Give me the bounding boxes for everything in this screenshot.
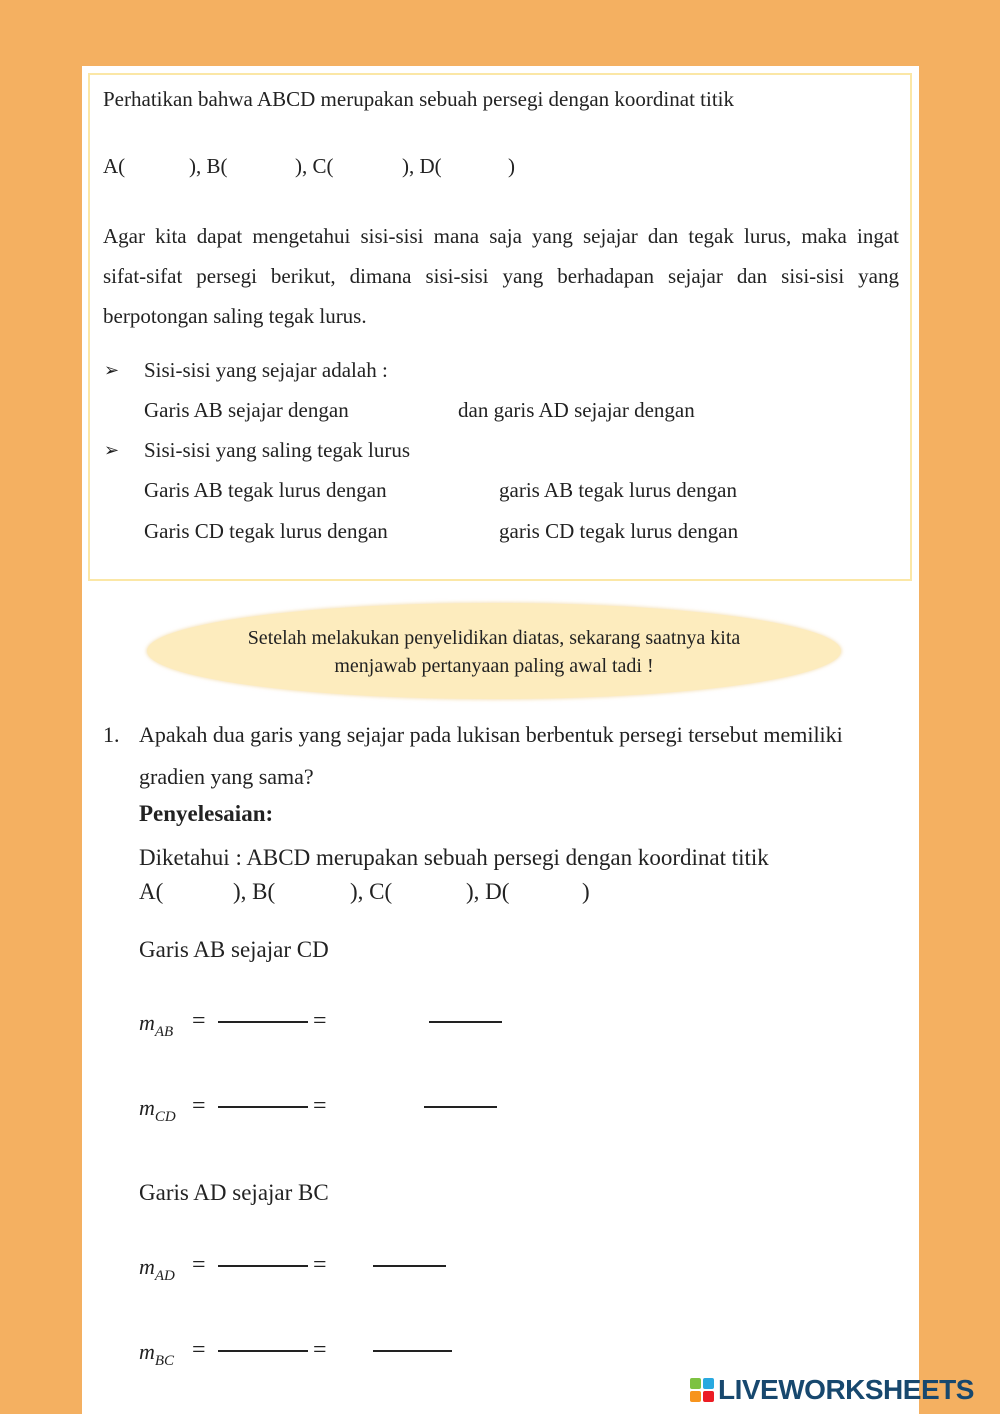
fraction-bar	[218, 1106, 308, 1108]
pair2-title: Garis AD sejajar BC	[139, 1180, 329, 1205]
perpendicular-row2-left: Garis CD tegak lurus dengan	[144, 519, 388, 543]
answer-line	[373, 1265, 446, 1267]
callout-line: menjawab pertanyaan paling awal tadi !	[334, 655, 654, 677]
equals-sign: =	[313, 1093, 327, 1119]
perpendicular-row2-right: garis CD tegak lurus dengan	[499, 519, 739, 543]
solution-label: Penyelesaian:	[139, 801, 274, 826]
answer-line	[373, 1350, 452, 1352]
intro-paragraph-line: Agar kita dapat mengetahui sisi-sisi mana saja yang sejajar dan tegak lurus, maka ingat	[103, 224, 899, 248]
fraction-bar	[218, 1265, 308, 1267]
parallel-sides-left: Garis AB sejajar dengan	[144, 398, 349, 422]
answer-line	[429, 1021, 502, 1023]
perpendicular-row1-right: garis AB tegak lurus dengan	[499, 478, 737, 502]
answer-line	[424, 1106, 497, 1108]
equals-sign: =	[313, 1337, 327, 1363]
worksheet-page: Perhatikan bahwa ABCD merupakan sebuah persegi dengan koordinat titik A( ), B( ), C( ), D( ) Agar kita dapat mengetahui sisi-sisi mana saja yang sejajar dan tegak lurus, maka ingat sifat-sifat persegi berikut, dimana sisi-sisi yang berhadapan sejajar dan sisi-sisi yang berpotongan saling tegak lurus. ➢ Sisi-sisi yang sejajar adalah : Garis AB sejajar dengan dan garis AD sejajar dengan ➢ Sisi-sisi yang saling tegak lurus Garis AB tegak lurus dengan garis AB tegak lurus dengan Garis CD tegak lurus dengan garis CD tegak lurus dengan Setelah melakukan penyelidikan diatas, sekarang saatnya kita menjawab pertanyaan paling awal tadi ! 1. Apakah dua garis yang sejajar pada lukisan berbentuk persegi tersebut memiliki gradien yang sama? Penyelesaian: Diketahui : ABCD merupakan sebuah persegi dengan koordinat titik A( ), B( ), C( ), D( ) Garis AB sejajar CD $m_{AB}$ = = $m_{CD}$ = = Garis AD sejajar BC $m_{AD}$ = = $m_{BC}$ = =	[82, 66, 919, 1414]
callout-line: Setelah melakukan penyelidikan diatas, sekarang saatnya kita	[247, 627, 741, 649]
brand-name: LIVEWORKSHEETS	[718, 1374, 974, 1405]
fraction-bar	[218, 1350, 308, 1352]
slope-label-bc: $m_{BC}$	[139, 1339, 175, 1369]
equals-sign: =	[313, 1252, 327, 1278]
fraction-bar	[218, 1021, 308, 1023]
arrow-bullet-icon: ➢	[104, 440, 120, 460]
equals-sign: =	[192, 1252, 206, 1278]
callout-bubble	[147, 603, 841, 699]
intro-line: Perhatikan bahwa ABCD merupakan sebuah persegi dengan koordinat titik	[103, 87, 735, 111]
question-text: gradien yang sama?	[139, 764, 314, 789]
parallel-sides-title: Sisi-sisi yang sejajar adalah :	[144, 358, 388, 382]
slope-label-cd: $m_{CD}$	[139, 1095, 176, 1125]
arrow-bullet-icon: ➢	[104, 360, 120, 380]
known-statement: Diketahui : ABCD merupakan sebuah persegi dengan koordinat titik	[139, 845, 769, 870]
equals-sign: =	[192, 1008, 206, 1034]
perpendicular-sides-title: Sisi-sisi yang saling tegak lurus	[144, 438, 410, 462]
pair1-title: Garis AB sejajar CD	[139, 937, 329, 962]
liveworksheets-logo[interactable]	[690, 1374, 974, 1406]
equals-sign: =	[313, 1008, 327, 1034]
question-text: Apakah dua garis yang sejajar pada lukisan berbentuk persegi tersebut memiliki	[139, 722, 843, 747]
intro-paragraph-line: sifat-sifat persegi berikut, dimana sisi-sisi yang berhadapan sejajar dan sisi-sisi yang	[103, 264, 899, 288]
slope-label-ab: $m_{AB}$	[139, 1010, 174, 1040]
equals-sign: =	[192, 1337, 206, 1363]
liveworksheets-logo-icon	[690, 1378, 714, 1402]
slope-label-ad: $m_{AD}$	[139, 1254, 175, 1284]
perpendicular-row1-left: Garis AB tegak lurus dengan	[144, 478, 387, 502]
equals-sign: =	[192, 1093, 206, 1119]
parallel-sides-right: dan garis AD sejajar dengan	[458, 398, 695, 422]
intro-paragraph-line: berpotongan saling tegak lurus.	[103, 304, 367, 328]
question-number: 1.	[103, 722, 120, 747]
